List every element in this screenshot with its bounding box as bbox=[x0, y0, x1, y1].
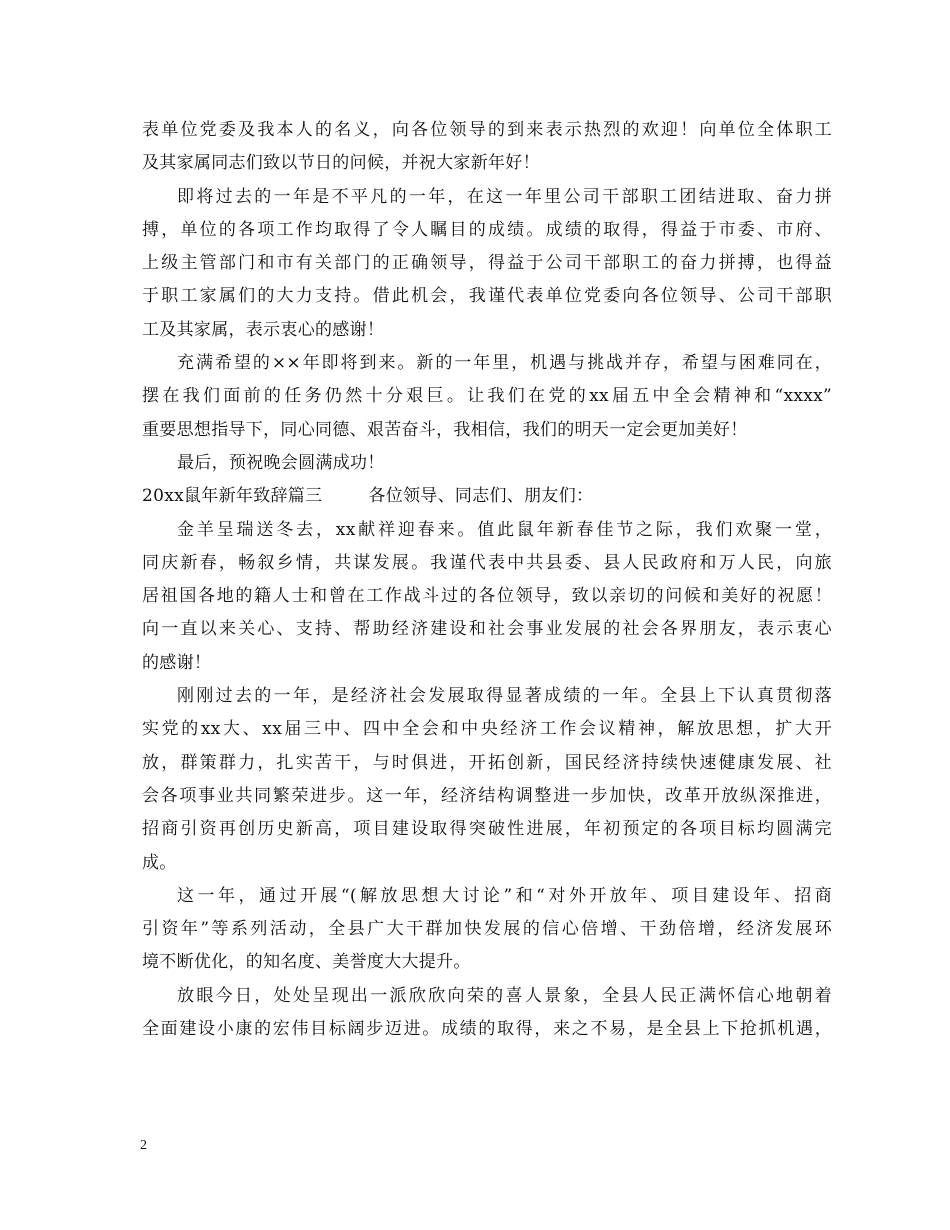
text-line: 全面建设小康的宏伟目标阔步迈进。成绩的取得，来之不易，是全县上下抢抓机遇， bbox=[142, 1019, 832, 1040]
text-line: 及其家属同志们致以节日的问候，并祝大家新年好！ bbox=[142, 153, 540, 174]
text-line: 这一年，通过开展“(解放思想大讨论”和“对外开放年、项目建设年、招商 bbox=[177, 885, 832, 906]
text-line: 实党的xx大、xx届三中、四中全会和中央经济工作会议精神，解放思想，扩大开 bbox=[142, 719, 832, 740]
text-line: 成。 bbox=[142, 852, 177, 873]
text-line: 摆在我们面前的任务仍然十分艰巨。让我们在党的xx届五中全会精神和“xxxx” bbox=[142, 386, 832, 407]
salutation: 各位领导、同志们、朋友们： bbox=[368, 486, 594, 507]
text-line: 居祖国各地的籍人士和曾在工作战斗过的各位领导，致以亲切的问候和美好的祝愿！ bbox=[142, 586, 832, 607]
text-line: 搏，单位的各项工作均取得了令人瞩目的成绩。成绩的取得，得益于市委、市府、 bbox=[142, 219, 832, 240]
text-line: 刚刚过去的一年，是经济社会发展取得显著成绩的一年。全县上下认真贯彻落 bbox=[177, 686, 832, 707]
text-line: 境不断优化，的知名度、美誉度大大提升。 bbox=[142, 952, 471, 973]
text-line: 工及其家属，表示衷心的感谢！ bbox=[142, 319, 385, 340]
section-heading-line bbox=[142, 480, 832, 513]
text-line: 招商引资再创历史新高，项目建设取得突破性进展，年初预定的各项目标均圆满完 bbox=[142, 819, 832, 840]
text-line: 即将过去的一年是不平凡的一年，在这一年里公司干部职工团结进取、奋力拼 bbox=[177, 186, 832, 207]
text-line: 最后，预祝晚会圆满成功！ bbox=[177, 452, 385, 473]
text-line: 放，群策群力，扎实苦干，与时俱进，开拓创新，国民经济持续快速健康发展、社 bbox=[142, 752, 832, 773]
text-line: 重要思想指导下，同心同德、艰苦奋斗，我相信，我们的明天一定会更加美好！ bbox=[142, 419, 748, 440]
text-line: 金羊呈瑞送冬去，xx献祥迎春来。值此鼠年新春佳节之际，我们欢聚一堂， bbox=[177, 519, 832, 540]
document-body bbox=[142, 114, 832, 1046]
text-line: 于职工家属们的大力支持。借此机会，我谨代表单位党委向各位领导、公司干部职 bbox=[142, 286, 832, 307]
text-line: 上级主管部门和市有关部门的正确领导，得益于公司干部职工的奋力拼搏，也得益 bbox=[142, 253, 832, 274]
page-number: 2 bbox=[140, 1138, 147, 1153]
text-line: 表单位党委及我本人的名义，向各位领导的到来表示热烈的欢迎！向单位全体职工 bbox=[142, 120, 832, 140]
text-line: 的感谢！ bbox=[142, 652, 212, 673]
text-line: 向一直以来关心、支持、帮助经济建设和社会事业发展的社会各界朋友，表示衷心 bbox=[142, 619, 832, 640]
text-line: 会各项事业共同繁荣进步。这一年，经济结构调整进一步加快，改革开放纵深推进， bbox=[142, 785, 832, 806]
text-line: 充满希望的××年即将到来。新的一年里，机遇与挑战并存，希望与困难同在， bbox=[177, 353, 832, 374]
text-line: 同庆新春，畅叙乡情，共谋发展。我谨代表中共县委、县人民政府和万人民，向旅 bbox=[142, 552, 832, 573]
section-heading: 20xx鼠年新年致辞篇三 bbox=[142, 486, 323, 507]
text-line: 放眼今日，处处呈现出一派欣欣向荣的喜人景象，全县人民正满怀信心地朝着 bbox=[177, 985, 832, 1006]
text-line: 引资年”等系列活动，全县广大干群加快发展的信心倍增、干劲倍增，经济发展环 bbox=[142, 919, 832, 940]
